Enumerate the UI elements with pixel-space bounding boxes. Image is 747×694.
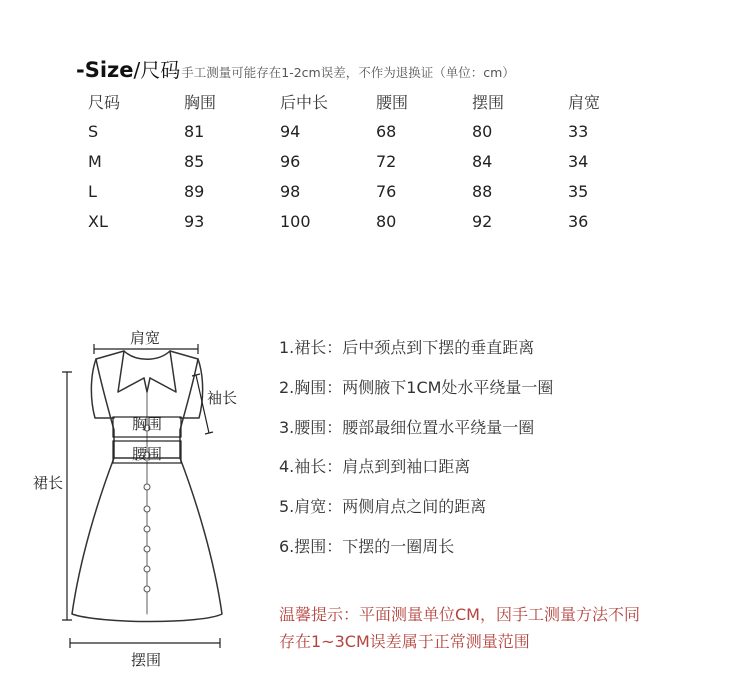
size-heading	[76, 54, 515, 83]
table-cell: 88	[472, 181, 493, 201]
collar-left	[118, 351, 144, 392]
col-header-back-length: 后中长	[280, 92, 329, 112]
dress-diagram	[0, 320, 260, 694]
dress-length-line	[62, 372, 72, 620]
table-cell: 68	[376, 121, 397, 141]
table-cell: 34	[568, 151, 589, 171]
table-cell: L	[88, 181, 97, 201]
table-row	[88, 176, 628, 206]
table-cell: 85	[184, 151, 205, 171]
table-cell: 72	[376, 151, 397, 171]
tip-line-2: 存在1~3CM误差属于正常测量范围	[279, 632, 530, 651]
col-header-hem: 摆围	[472, 92, 505, 112]
collar-right	[150, 351, 176, 392]
table-row	[88, 206, 628, 236]
definition-item: 1.裙长：后中颈点到下摆的垂直距离	[279, 338, 535, 357]
table-cell: 92	[472, 211, 493, 231]
chest-label: 胸围	[132, 415, 163, 433]
table-cell: 96	[280, 151, 301, 171]
table-cell: 89	[184, 181, 205, 201]
definition-item: 6.摆围：下摆的一圈周长	[279, 536, 455, 556]
sleeve-label: 袖长	[207, 389, 238, 407]
size-label-cn: /尺码	[133, 58, 181, 82]
dress-button	[144, 586, 150, 592]
measurement-tip	[279, 601, 640, 655]
table-cell: 81	[184, 121, 205, 141]
definition-item: 4.袖长：肩点到到袖口距离	[279, 457, 471, 477]
dress-button	[144, 566, 150, 572]
dress-button	[144, 484, 150, 490]
table-header-row	[88, 86, 628, 116]
definition-item: 3.腰围：腰部最细位置水平绕量一圈	[279, 417, 535, 437]
table-cell: 94	[280, 121, 301, 141]
dress-button	[144, 526, 150, 532]
shoulder-label: 肩宽	[130, 329, 161, 347]
hem-width-line	[70, 638, 220, 648]
table-cell: 76	[376, 181, 397, 201]
col-header-size: 尺码	[88, 92, 121, 112]
table-cell: 36	[568, 211, 589, 231]
col-header-waist: 腰围	[376, 92, 409, 112]
table-cell: 33	[568, 121, 589, 141]
col-header-shoulder: 肩宽	[568, 92, 601, 112]
tip-line-1: 温馨提示：平面测量单位CM，因手工测量方法不同	[279, 605, 640, 624]
table-cell: S	[88, 121, 99, 141]
table-row	[88, 116, 628, 146]
table-cell: 93	[184, 211, 205, 231]
dress-button	[144, 546, 150, 552]
hem-label: 摆围	[131, 651, 162, 669]
waist-label: 腰围	[132, 445, 163, 463]
table-cell: 100	[280, 211, 311, 231]
table-cell: 84	[472, 151, 493, 171]
definition-item: 2.胸围：两侧腋下1CM处水平绕量一圈	[279, 377, 554, 397]
col-header-chest: 胸围	[184, 92, 217, 112]
size-table	[88, 86, 628, 236]
length-label: 裙长	[33, 474, 64, 492]
neckline	[144, 378, 150, 392]
table-row	[88, 146, 628, 176]
size-label: -Size	[76, 58, 134, 82]
table-cell: M	[88, 151, 102, 171]
definition-item: 5.肩宽：两侧肩点之间的距离	[279, 497, 487, 517]
measurement-note: 手工测量可能存在1-2cm误差，不作为退换证（单位：cm）	[181, 65, 515, 80]
measurement-definitions	[279, 334, 553, 573]
table-cell: 35	[568, 181, 589, 201]
table-cell: 80	[376, 211, 397, 231]
table-cell: XL	[88, 211, 108, 231]
table-cell: 80	[472, 121, 493, 141]
table-cell: 98	[280, 181, 301, 201]
dress-button	[144, 506, 150, 512]
